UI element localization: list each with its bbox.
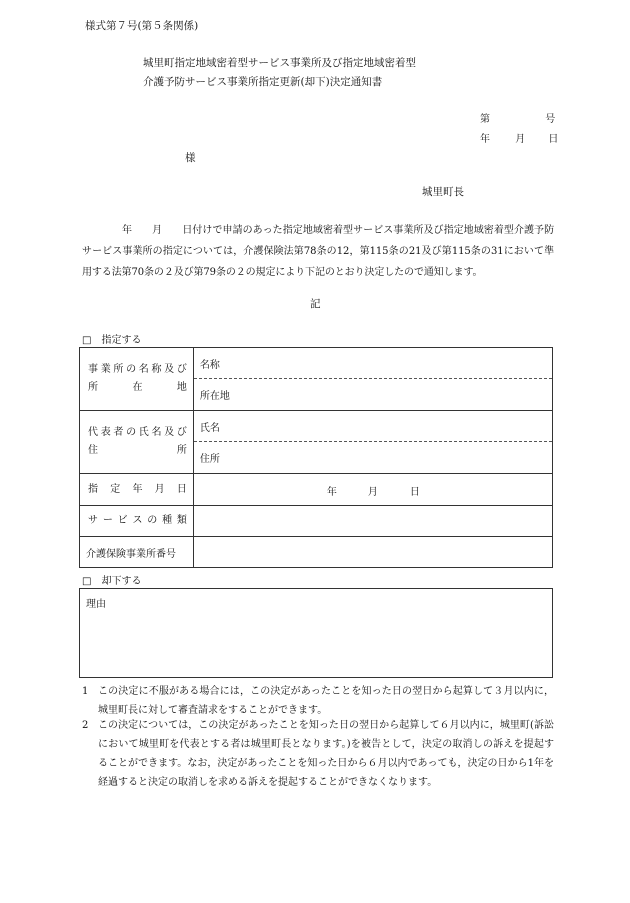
facility-label-line1: 事 業 所 の 名 称 及 び	[88, 364, 187, 375]
doc-number-go: 号	[545, 114, 556, 125]
doc-date-day: 日	[548, 134, 559, 145]
date-label-cell: 指 定 年 月 日	[80, 474, 194, 506]
facility-name-field[interactable]	[194, 348, 552, 379]
document-date	[480, 130, 558, 145]
reason-label: 理由	[86, 599, 106, 610]
date-value-cell[interactable]	[193, 474, 552, 506]
document-number	[480, 110, 555, 125]
note-1-text: この決定に不服がある場合には，この決定があったことを知った日の翌日から起算して３月以内に，城里町長に対して審査請求をすることができます。	[98, 686, 554, 716]
note-2-text: この決定については，この決定があったことを知った日の翌日から起算して６月以内に，城里町(訴訟において城里町を代表とする者は城里町長となります。)を被告として，決定の取消しの訴えを提起することができます。なお，決定があったことを知った日から６月以内であっても，決定の日から1年を経過すると決定の取消しを求める訴えを提起することができなくなります。	[98, 720, 554, 788]
rep-label-line2: 住 所	[88, 445, 187, 456]
representative-label-cell	[80, 411, 194, 474]
date-month: 月	[367, 487, 378, 498]
reject-checkbox[interactable]: □ 却下する	[82, 576, 142, 587]
facility-address-field[interactable]	[194, 379, 552, 410]
doc-date-month: 月	[515, 134, 526, 145]
designation-table	[79, 347, 553, 568]
ki-heading: 記	[310, 298, 321, 310]
facility-label-cell	[80, 348, 194, 411]
date-day: 日	[409, 487, 420, 498]
rep-label-line1: 代 表 者 の 氏 名 及 び	[88, 427, 187, 438]
insurance-number-value-cell[interactable]	[193, 537, 552, 568]
date-year: 年	[326, 487, 337, 498]
note-1-number: 1	[82, 686, 89, 697]
facility-label-line2: 所 在 地	[88, 382, 187, 393]
doc-number-dai: 第	[480, 114, 490, 125]
rep-name-field[interactable]	[194, 411, 552, 442]
facility-value-cell	[193, 348, 552, 411]
note-2	[82, 716, 554, 792]
service-label-cell: サ ー ビ ス の 種 類	[80, 506, 194, 537]
rep-address-field[interactable]	[194, 442, 552, 473]
service-value-cell[interactable]	[193, 506, 552, 537]
facility-address-label: 所在地	[199, 391, 230, 402]
insurance-number-label: 介護保険事業所番号	[80, 537, 194, 568]
doc-date-year: 年	[480, 134, 490, 145]
rep-address-label: 住所	[199, 454, 220, 465]
body-paragraph: 年 月 日付けで申請のあった指定地域密着型サービス事業所及び指定地域密着型介護予防サービス事業所の指定については，介護保険法第78条の12，第115条の21及び第115条の31において準用する法第70条の２及び第79条の２の規定により下記のとおり決定したので通知します。	[82, 225, 554, 278]
form-number: 様式第７号(第５条関係)	[85, 20, 199, 32]
representative-value-cell	[193, 411, 552, 474]
document-title-line2: 介護予防サービス事業所指定更新(却下)決定通知書	[143, 76, 383, 88]
addressee-suffix: 様	[185, 152, 196, 164]
document-title-line1: 城里町指定地域密着型サービス事業所及び指定地域密着型	[143, 57, 416, 69]
note-1	[82, 682, 554, 720]
reason-box[interactable]	[79, 588, 553, 678]
designate-checkbox[interactable]: □ 指定する	[82, 335, 142, 346]
facility-name-label: 名称	[199, 359, 220, 371]
issuer-name: 城里町長	[422, 186, 464, 198]
rep-name-label: 氏名	[199, 422, 220, 434]
note-2-number: 2	[82, 720, 89, 731]
